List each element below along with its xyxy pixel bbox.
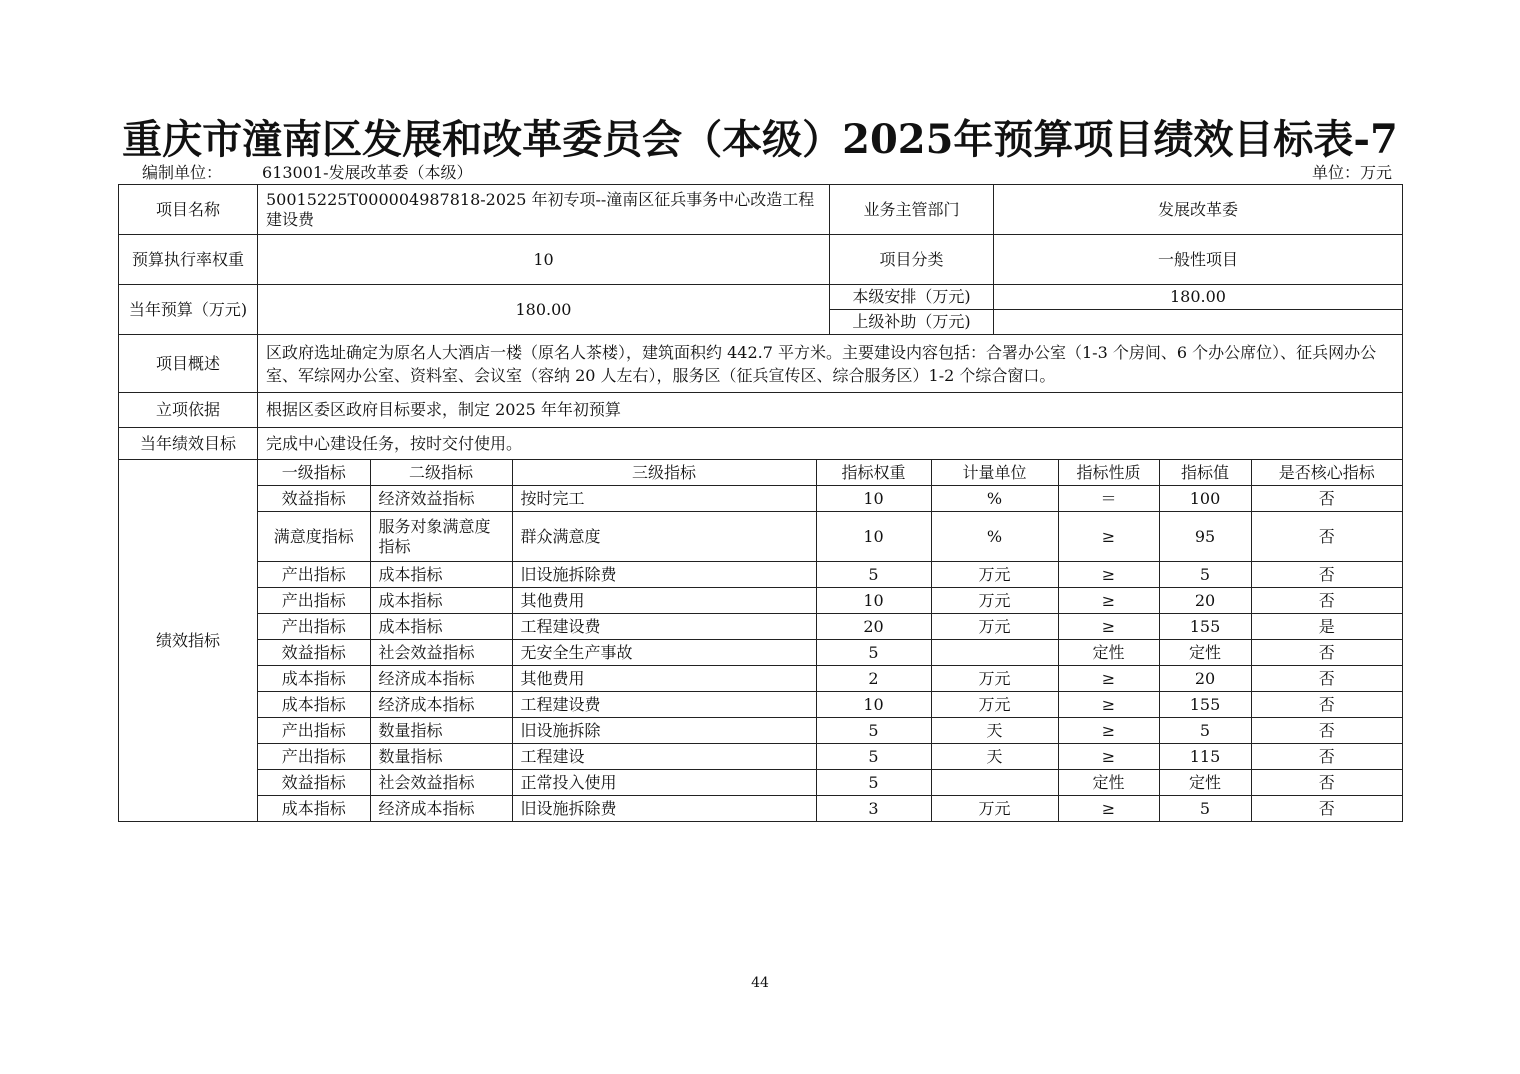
cell-core: 是 [1251, 614, 1402, 640]
cell-level3: 按时完工 [512, 486, 816, 512]
indicators-header-row [258, 460, 1402, 486]
cell-core: 否 [1251, 512, 1402, 562]
indicator-row [258, 562, 1402, 588]
cell-value: 定性 [1159, 640, 1251, 666]
cell-nature: ≥ [1058, 666, 1159, 692]
cell-weight: 5 [816, 770, 931, 796]
cell-nature: ≥ [1058, 562, 1159, 588]
cell-core: 否 [1251, 796, 1402, 822]
cell-weight: 5 [816, 718, 931, 744]
cell-level2: 经济成本指标 [370, 692, 512, 718]
dept-label: 业务主管部门 [830, 185, 994, 235]
org-value: 613001-发展改革委（本级） [262, 163, 473, 182]
cell-level2: 社会效益指标 [370, 770, 512, 796]
indicator-row [258, 640, 1402, 666]
cell-weight: 2 [816, 666, 931, 692]
performance-table [118, 184, 1403, 822]
indicator-row [258, 588, 1402, 614]
cell-value: 5 [1159, 562, 1251, 588]
header-value: 指标值 [1159, 460, 1251, 486]
goal-label: 当年绩效目标 [119, 428, 258, 460]
cell-weight: 10 [816, 692, 931, 718]
indicator-row [258, 666, 1402, 692]
header-level3: 三级指标 [512, 460, 816, 486]
project-name-value: 50015225T000004987818-2025 年初专项--潼南区征兵事务中心改造工程建设费 [258, 185, 830, 235]
rate-weight-value: 10 [258, 235, 830, 285]
indicator-row [258, 796, 1402, 822]
indicator-row [258, 744, 1402, 770]
cell-nature: 定性 [1058, 770, 1159, 796]
cell-value: 20 [1159, 588, 1251, 614]
local-value: 180.00 [994, 285, 1403, 310]
cell-unit: 万元 [931, 692, 1058, 718]
cell-level3: 无安全生产事故 [512, 640, 816, 666]
cell-nature: ≥ [1058, 512, 1159, 562]
header-weight: 指标权重 [816, 460, 931, 486]
cell-level2: 服务对象满意度指标 [370, 512, 512, 562]
cell-unit: 万元 [931, 588, 1058, 614]
cell-weight: 3 [816, 796, 931, 822]
cell-level3: 工程建设 [512, 744, 816, 770]
indicators-container [258, 460, 1403, 822]
cell-level2: 成本指标 [370, 562, 512, 588]
cell-unit: 天 [931, 744, 1058, 770]
org-label: 编制单位： [142, 163, 223, 182]
cell-level3: 旧设施拆除费 [512, 562, 816, 588]
cell-value: 5 [1159, 796, 1251, 822]
overview-label: 项目概述 [119, 335, 258, 393]
cell-nature: ≥ [1058, 614, 1159, 640]
header-nature: 指标性质 [1058, 460, 1159, 486]
cell-level2: 经济成本指标 [370, 666, 512, 692]
indicator-row [258, 486, 1402, 512]
cell-level1: 产出指标 [258, 744, 370, 770]
cell-level2: 经济效益指标 [370, 486, 512, 512]
cell-value: 100 [1159, 486, 1251, 512]
org-line [142, 160, 473, 183]
cell-nature: ≥ [1058, 718, 1159, 744]
cell-weight: 5 [816, 562, 931, 588]
cell-level3: 正常投入使用 [512, 770, 816, 796]
indicator-row [258, 614, 1402, 640]
cell-level1: 效益指标 [258, 770, 370, 796]
header-unit: 计量单位 [931, 460, 1058, 486]
cell-core: 否 [1251, 588, 1402, 614]
cell-unit: 天 [931, 718, 1058, 744]
indicator-row [258, 512, 1402, 562]
cell-level1: 效益指标 [258, 640, 370, 666]
cell-core: 否 [1251, 770, 1402, 796]
basis-label: 立项依据 [119, 393, 258, 428]
cell-level3: 其他费用 [512, 666, 816, 692]
overview-value: 区政府选址确定为原名人大酒店一楼（原名人茶楼），建筑面积约 442.7 平方米。主要建设内容包括：合署办公室（1-3 个房间、6 个办公席位）、征兵网办公室、军综网办公室、资料室、会议室（容纳 20 人左右），服务区（征兵宣传区、综合服务区）1-2 个综合窗口。 [258, 335, 1403, 393]
goal-value: 完成中心建设任务，按时交付使用。 [258, 428, 1403, 460]
cell-nature: ≥ [1058, 692, 1159, 718]
dept-value: 发展改革委 [994, 185, 1403, 235]
cell-unit [931, 770, 1058, 796]
cell-unit: % [931, 512, 1058, 562]
upper-value [994, 310, 1403, 335]
cell-weight: 10 [816, 588, 931, 614]
cell-unit: 万元 [931, 796, 1058, 822]
cell-unit: 万元 [931, 562, 1058, 588]
cell-value: 115 [1159, 744, 1251, 770]
indicator-row [258, 770, 1402, 796]
cell-unit: 万元 [931, 666, 1058, 692]
cell-level1: 成本指标 [258, 692, 370, 718]
project-name-label: 项目名称 [119, 185, 258, 235]
header-level2: 二级指标 [370, 460, 512, 486]
category-label: 项目分类 [830, 235, 994, 285]
cell-level2: 数量指标 [370, 744, 512, 770]
local-label: 本级安排（万元) [830, 285, 994, 310]
cell-level2: 数量指标 [370, 718, 512, 744]
cell-level1: 成本指标 [258, 796, 370, 822]
unit-label: 单位：万元 [1311, 163, 1392, 182]
cell-level3: 工程建设费 [512, 614, 816, 640]
cell-weight: 5 [816, 640, 931, 666]
cell-level1: 产出指标 [258, 562, 370, 588]
cell-level1: 成本指标 [258, 666, 370, 692]
cell-level2: 社会效益指标 [370, 640, 512, 666]
cell-nature: ≥ [1058, 744, 1159, 770]
cell-core: 否 [1251, 562, 1402, 588]
cell-level2: 成本指标 [370, 588, 512, 614]
cell-nature: ＝ [1058, 486, 1159, 512]
cell-level3: 旧设施拆除费 [512, 796, 816, 822]
cell-unit: 万元 [931, 614, 1058, 640]
header-core: 是否核心指标 [1251, 460, 1402, 486]
cell-weight: 10 [816, 486, 931, 512]
page-title: 重庆市潼南区发展和改革委员会（本级）2025年预算项目绩效目标表-7 [122, 116, 1398, 163]
cell-core: 否 [1251, 666, 1402, 692]
indicator-row [258, 718, 1402, 744]
cell-nature: ≥ [1058, 588, 1159, 614]
budget-label: 当年预算（万元) [119, 285, 258, 335]
cell-nature: 定性 [1058, 640, 1159, 666]
cell-core: 否 [1251, 640, 1402, 666]
upper-label: 上级补助（万元) [830, 310, 994, 335]
cell-unit: % [931, 486, 1058, 512]
cell-core: 否 [1251, 486, 1402, 512]
cell-level3: 群众满意度 [512, 512, 816, 562]
cell-value: 95 [1159, 512, 1251, 562]
cell-core: 否 [1251, 692, 1402, 718]
basis-value: 根据区委区政府目标要求，制定 2025 年年初预算 [258, 393, 1403, 428]
cell-value: 定性 [1159, 770, 1251, 796]
cell-core: 否 [1251, 744, 1402, 770]
budget-value: 180.00 [258, 285, 830, 335]
header-level1: 一级指标 [258, 460, 370, 486]
cell-weight: 10 [816, 512, 931, 562]
category-value: 一般性项目 [994, 235, 1403, 285]
cell-weight: 20 [816, 614, 931, 640]
cell-weight: 5 [816, 744, 931, 770]
cell-level1: 产出指标 [258, 718, 370, 744]
cell-unit [931, 640, 1058, 666]
cell-core: 否 [1251, 718, 1402, 744]
cell-level3: 旧设施拆除 [512, 718, 816, 744]
indicators-table [258, 460, 1402, 821]
cell-value: 155 [1159, 692, 1251, 718]
page-number: 44 [751, 975, 769, 991]
cell-value: 155 [1159, 614, 1251, 640]
cell-value: 20 [1159, 666, 1251, 692]
cell-level1: 效益指标 [258, 486, 370, 512]
indicators-label: 绩效指标 [119, 460, 258, 822]
cell-nature: ≥ [1058, 796, 1159, 822]
indicator-row [258, 692, 1402, 718]
cell-level1: 产出指标 [258, 614, 370, 640]
rate-weight-label: 预算执行率权重 [119, 235, 258, 285]
cell-level3: 其他费用 [512, 588, 816, 614]
cell-value: 5 [1159, 718, 1251, 744]
cell-level2: 成本指标 [370, 614, 512, 640]
cell-level1: 满意度指标 [258, 512, 370, 562]
cell-level1: 产出指标 [258, 588, 370, 614]
cell-level3: 工程建设费 [512, 692, 816, 718]
cell-level2: 经济成本指标 [370, 796, 512, 822]
